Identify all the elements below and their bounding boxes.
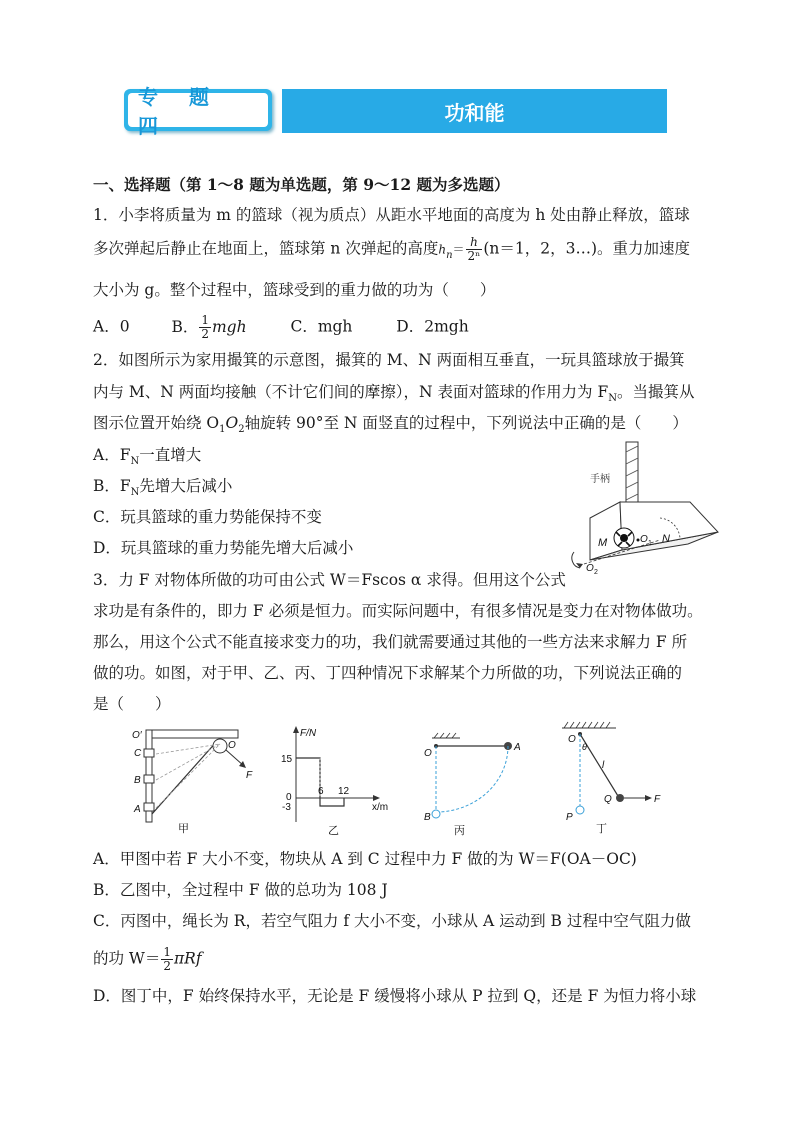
q3-option-c-num: 1 xyxy=(163,945,171,959)
q2-line3-mid: O xyxy=(225,414,239,432)
q2-option-d: D．玩具篮球的重力势能先增大后减小 xyxy=(93,539,354,557)
q3-option-d: D．图丁中，F 始终保持水平，无论是 F 缓慢将小球从 P 拉到 Q，还是 F 为恒力将小球 xyxy=(93,987,697,1005)
q1-option-a: A．0 xyxy=(93,317,130,336)
q2-option-b xyxy=(93,476,232,499)
yi-y-arrow xyxy=(293,726,299,733)
jia-label-o: O xyxy=(228,740,236,751)
topic-label-box xyxy=(124,85,272,138)
q3-option-c-line1: C．丙图中，绳长为 R，若空气阻力 f 大小不变，小球从 A 运动到 B 过程中空气阻力做 xyxy=(93,912,691,930)
q2-option-a-text: A．F xyxy=(93,446,131,464)
section-heading: 一、选择题（第 1～8 题为单选题，第 9～12 题为多选题） xyxy=(93,175,510,194)
q2-line1: 2．如图所示为家用撮箕的示意图，撮箕的 M、N 两面相互垂直，一玩具篮球放于撮箕 xyxy=(93,351,685,369)
q3-option-b: B．乙图中，全过程中 F 做的总功为 108 J xyxy=(93,881,388,899)
q1-option-b-den: 2 xyxy=(201,327,209,341)
ding-label-l: l xyxy=(602,760,605,771)
q1-frac-den: 2ⁿ xyxy=(467,249,481,263)
q1-option-d: D．2mgh xyxy=(396,317,469,336)
q3-line5: 是（ ） xyxy=(93,695,171,713)
jia-pulley xyxy=(213,739,227,753)
figure-bing xyxy=(420,728,530,838)
q2-line3-end: 轴旋转 90°至 N 面竖直的过程中，下列说法中正确的是（ ） xyxy=(244,414,688,432)
q1-frac-num: h xyxy=(466,236,483,250)
q1-eq: ＝ xyxy=(452,242,465,257)
jia-top-bar xyxy=(146,730,238,738)
q1-fraction xyxy=(466,236,483,263)
q3-option-c-prefix: 的功 W＝ xyxy=(93,949,161,968)
label-o2: O xyxy=(586,563,594,574)
q2-option-a xyxy=(93,445,201,468)
q1-option-b-expr: mgh xyxy=(211,317,247,336)
jia-label-a: A xyxy=(134,804,141,815)
jia-block-a xyxy=(144,803,154,811)
q2-option-b-text: B．F xyxy=(93,477,131,495)
bing-label-o: O xyxy=(424,748,432,759)
q2-line3-sub2: 2 xyxy=(238,424,245,435)
dustpan-figure xyxy=(570,440,720,580)
q3-option-c-line2 xyxy=(93,946,202,973)
q2-line3-text: 图示位置开始绕 O xyxy=(93,414,220,432)
topic-label: 专 题 四 xyxy=(128,93,268,127)
q2-line2-end: 。当撮箕从 xyxy=(616,383,695,401)
ding-force-arrow xyxy=(645,795,652,801)
q1-line1: 1．小李将质量为 m 的篮球（视为质点）从距水平地面的高度为 h 处由静止释放，篮球 xyxy=(93,206,690,224)
jia-label-c: C xyxy=(134,748,142,759)
jia-caption: 甲 xyxy=(178,823,189,835)
q3-option-c-den: 2 xyxy=(163,959,171,973)
ding-label-p: P xyxy=(566,812,573,823)
ding-ball-p xyxy=(576,806,584,814)
ding-hatch xyxy=(564,722,610,728)
yi-caption: 乙 xyxy=(328,825,339,837)
q2-option-b-end: 先增大后减小 xyxy=(139,477,233,495)
yi-tick-6: 6 xyxy=(318,786,324,797)
q1-option-b-frac xyxy=(199,314,211,341)
yi-segment-1 xyxy=(296,758,320,798)
jia-label-b: B xyxy=(134,775,141,786)
yi-x-arrow xyxy=(373,795,380,801)
jia-label-f: F xyxy=(246,770,253,781)
q1-option-b-num: 1 xyxy=(201,313,209,327)
q1-hn: h xyxy=(438,242,447,257)
ball-patch xyxy=(620,534,628,542)
q2-option-c: C．玩具篮球的重力势能保持不变 xyxy=(93,508,322,526)
q3-line1: 3．力 F 对物体所做的功可由公式 W＝Fscos α 求得。但用这个公式 xyxy=(93,571,566,589)
yi-tick-15: 15 xyxy=(281,754,293,765)
ding-label-q: Q xyxy=(604,794,612,805)
label-n: N xyxy=(662,533,670,545)
q1-line2 xyxy=(93,236,690,263)
figure-jia xyxy=(128,726,268,838)
q3-option-a: A．甲图中若 F 大小不变，物块从 A 到 C 过程中力 F 做的为 W＝F(OA－OC) xyxy=(93,850,637,868)
bing-caption: 丙 xyxy=(454,825,465,837)
bing-ball-b xyxy=(432,810,440,818)
label-o2-sub: 2 xyxy=(594,569,598,576)
label-m: M xyxy=(598,537,608,549)
q1-line3: 大小为 g。整个过程中，篮球受到的重力做的功为（ ） xyxy=(93,281,496,299)
q1-option-b xyxy=(171,313,247,341)
q2-line2-text: 内与 M、N 两面均接触（不计它们间的摩擦），N 表面对篮球的作用力为 F xyxy=(93,383,609,401)
jia-block-b xyxy=(144,775,154,783)
ding-label-theta: θ xyxy=(582,742,587,752)
jia-label-oprime: O′ xyxy=(132,730,142,741)
bing-label-b: B xyxy=(424,812,431,823)
ding-label-f: F xyxy=(654,794,661,805)
yi-tick-12: 12 xyxy=(338,786,350,797)
q2-line2 xyxy=(93,382,694,405)
q3-line2: 求功是有条件的，即力 F 必须是恒力。而实际问题中，有很多情况是变力在对物体做功。 xyxy=(93,602,703,620)
q1-line2-a: 多次弹起后静止在地面上，篮球第 n 次弹起的高度 xyxy=(93,239,439,258)
ding-caption: 丁 xyxy=(596,823,607,835)
bing-label-a: A xyxy=(514,742,521,753)
q1-hn-sub: n xyxy=(446,249,453,261)
topic-title: 功和能 xyxy=(282,89,667,133)
q2-line3 xyxy=(93,413,688,436)
q3-line3: 那么，用这个公式不能直接求变力的功，我们就需要通过其他的一些方法来求解力 F 所 xyxy=(93,633,688,651)
q3-line4: 做的功。如图，对于甲、乙、丙、丁四种情况下求解某个力所做的功，下列说法正确的 xyxy=(93,664,683,682)
q2-line2-sub: N xyxy=(608,393,617,404)
label-o1: O xyxy=(640,534,648,545)
yi-segment-2 xyxy=(320,798,344,806)
figure-ding xyxy=(556,716,676,836)
yi-xlabel: x/m xyxy=(372,802,389,813)
q1-options xyxy=(93,314,469,341)
bing-hatch xyxy=(434,733,456,738)
q2-option-b-sub: N xyxy=(130,487,140,498)
figure-yi xyxy=(278,724,400,840)
q2-line3-sub1: 1 xyxy=(219,424,226,435)
q1-option-c: C．mgh xyxy=(290,317,353,336)
q3-option-c-expr: πRf xyxy=(174,949,202,968)
bing-arc xyxy=(438,746,508,812)
q2-option-a-end: 一直增大 xyxy=(139,446,202,464)
q1-option-b-label: B． xyxy=(171,317,199,336)
q3-option-c-frac xyxy=(161,946,173,973)
yi-tick-0: 0 xyxy=(286,792,292,803)
ding-ball-q xyxy=(616,794,624,802)
jia-block-c xyxy=(144,749,154,757)
handle-label: 手柄 xyxy=(590,474,610,485)
yi-tick-neg3: -3 xyxy=(282,802,291,813)
ding-label-o: O xyxy=(568,734,576,745)
yi-ylabel: F/N xyxy=(300,728,317,739)
q1-line2-b: (n＝1，2，3…)。重力加速度 xyxy=(483,239,691,258)
q2-option-a-sub: N xyxy=(130,456,140,467)
label-o1-sub: 1 xyxy=(648,540,652,547)
